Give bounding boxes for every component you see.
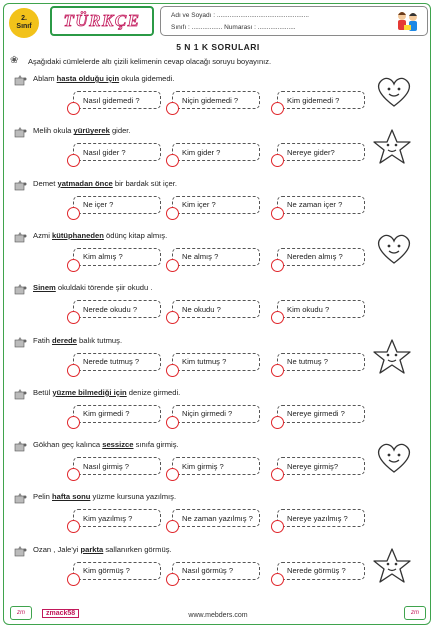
name-field[interactable]: Adı ve Soyadı : ................................................... (171, 12, 309, 19)
answer-option[interactable]: Nasıl gider ? (73, 143, 161, 161)
answer-option[interactable]: Kim girmiş ? (172, 457, 260, 475)
answer-option[interactable]: Ne zaman içer ? (277, 196, 365, 214)
answer-circle[interactable] (166, 573, 179, 586)
sentence-post: yüzme kursuna yazılmış. (90, 492, 177, 502)
sentence-pre: Azmi (33, 230, 52, 240)
answer-circle[interactable] (67, 468, 80, 481)
answer-option[interactable]: Kim içer ? (172, 196, 260, 214)
sentence-post: sallanırken görmüş. (103, 544, 172, 554)
sentence-pre: Demet (33, 178, 58, 188)
answer-circle[interactable] (166, 259, 179, 272)
smiling-star-icon (372, 128, 412, 171)
sentence-post: denize girmedi. (126, 387, 181, 397)
answer-circle[interactable] (67, 207, 80, 220)
answer-circle[interactable] (271, 364, 284, 377)
student-info-box (160, 6, 428, 36)
footer-website[interactable]: www.mebders.com (188, 612, 248, 619)
underlined-word: hasta olduğu için (56, 74, 120, 83)
answer-option[interactable]: Ne zaman yazılmış ? (172, 509, 260, 527)
answer-option[interactable]: Ne okudu ? (172, 300, 260, 318)
worksheet-title: 5 N 1 K SORULARI (176, 42, 260, 52)
sentence-post: sınıfa girmiş. (133, 440, 179, 450)
underlined-word: yatmadan önce (57, 178, 113, 188)
bullet-icon (14, 230, 27, 241)
class-field[interactable]: Sınıfı : ................. Numarası : ..................... (171, 24, 296, 31)
answer-option[interactable]: Kim yazılmış ? (73, 509, 161, 527)
bullet-icon (14, 491, 27, 502)
question-sentence (33, 126, 131, 135)
answer-option[interactable]: Ne içer ? (73, 196, 161, 214)
kids-illustration-icon (393, 9, 421, 35)
answer-circle[interactable] (271, 207, 284, 220)
answer-option[interactable]: Niçin girmedi ? (172, 405, 260, 423)
answer-circle[interactable] (271, 259, 284, 272)
bullet-icon (14, 544, 27, 555)
answer-option[interactable]: Nereye girmedi ? (277, 405, 365, 423)
smiling-star-icon (372, 547, 412, 590)
sentence-post: ödünç kitap almış. (103, 230, 168, 240)
smiling-star-icon (372, 338, 412, 381)
answer-option[interactable]: Nereye gider? (277, 143, 365, 161)
bullet-icon (14, 387, 27, 398)
answer-circle[interactable] (166, 207, 179, 220)
sentence-pre: Ozan , Jale'yi (33, 544, 81, 554)
answer-option[interactable]: Kim tutmuş ? (172, 353, 260, 371)
question-sentence (33, 283, 152, 292)
sentence-pre: Fatih (33, 335, 52, 345)
question-sentence (33, 440, 179, 449)
sentence-post: balık tutmuş. (76, 335, 123, 345)
underlined-word: kütüphaneden (51, 230, 104, 240)
answer-circle[interactable] (67, 416, 80, 429)
question-sentence (33, 388, 180, 397)
bullet-icon (14, 282, 27, 293)
sentence-pre: Betül (33, 387, 53, 397)
smiling-heart-icon (376, 442, 412, 479)
answer-option[interactable]: Kim almış ? (73, 248, 161, 266)
answer-option[interactable]: Nereden almış ? (277, 248, 365, 266)
subject-title: TÜRKÇE (63, 11, 141, 30)
footer-left-mark: zm (10, 606, 32, 620)
bullet-icon (14, 335, 27, 346)
answer-circle[interactable] (67, 102, 80, 115)
footer-right-mark: zm (404, 606, 426, 620)
underlined-word: hafta sonu (52, 492, 91, 502)
smiling-heart-icon (376, 233, 412, 270)
answer-option[interactable]: Nerede görmüş ? (277, 562, 365, 580)
sentence-post: gider. (109, 126, 131, 136)
sentence-pre: Pelin (33, 492, 52, 502)
answer-circle[interactable] (271, 468, 284, 481)
underlined-word: sessizce (102, 440, 134, 450)
subject-box (50, 6, 154, 36)
question-sentence (33, 492, 176, 501)
answer-option[interactable]: Nasıl görmüş ? (172, 562, 260, 580)
answer-circle[interactable] (271, 416, 284, 429)
question-sentence (33, 545, 172, 554)
answer-option[interactable]: Kim gider ? (172, 143, 260, 161)
answer-option[interactable]: Kim okudu ? (277, 300, 365, 318)
question-sentence (33, 179, 177, 188)
answer-option[interactable]: Kim gidemedi ? (277, 91, 365, 109)
instruction-text: Aşağıdaki cümlelerde altı çizili kelimenin cevap olacağı soruyu boyayınız. (28, 57, 272, 66)
underlined-word: yürüyerek (73, 126, 110, 136)
flower-icon: ❀ (10, 55, 19, 66)
underlined-word: Sinem (33, 283, 56, 293)
answer-option[interactable]: Nereye yazılmış ? (277, 509, 365, 527)
question-sentence (33, 336, 122, 345)
answer-option[interactable]: Nerede tutmuş ? (73, 353, 161, 371)
answer-option[interactable]: Kim girmedi ? (73, 405, 161, 423)
answer-option[interactable]: Nerede okudu ? (73, 300, 161, 318)
answer-circle[interactable] (67, 259, 80, 272)
grade-badge (9, 8, 39, 38)
sentence-post: bir bardak süt içer. (112, 178, 177, 188)
underlined-word: derede (52, 335, 77, 345)
answer-option[interactable]: Kim görmüş ? (73, 562, 161, 580)
bullet-icon (14, 439, 27, 450)
sentence-pre: Gökhan geç kalınca (33, 440, 103, 450)
bullet-icon (14, 178, 27, 189)
answer-option[interactable]: Nasıl girmiş ? (73, 457, 161, 475)
sentence-post: okuldaki törende şiir okudu . (55, 283, 153, 293)
question-sentence (33, 231, 167, 240)
answer-circle[interactable] (271, 573, 284, 586)
question-sentence (33, 74, 174, 83)
answer-circle[interactable] (166, 102, 179, 115)
smiling-heart-icon (376, 76, 412, 113)
answer-circle[interactable] (166, 416, 179, 429)
answer-option[interactable]: Ne almış ? (172, 248, 260, 266)
answer-circle[interactable] (67, 573, 80, 586)
answer-circle[interactable] (271, 102, 284, 115)
answer-option[interactable]: Ne tutmuş ? (277, 353, 365, 371)
answer-option[interactable]: Niçin gidemedi ? (172, 91, 260, 109)
answer-circle[interactable] (67, 364, 80, 377)
sentence-pre: Melih okula (33, 126, 74, 136)
bullet-icon (14, 125, 27, 136)
answer-option[interactable]: Nasıl gidemedi ? (73, 91, 161, 109)
answer-circle[interactable] (166, 364, 179, 377)
answer-option[interactable]: Nereye girmiş? (277, 457, 365, 475)
underlined-word: yüzme bilmediği için (52, 387, 127, 397)
grade-label: Sınıf (16, 23, 32, 30)
sentence-post: okula gidemedi. (119, 74, 175, 83)
footer-code: zmack58 (42, 609, 79, 618)
answer-circle[interactable] (166, 468, 179, 481)
bullet-icon (14, 73, 27, 84)
sentence-pre: Ablam (33, 74, 57, 83)
underlined-word: parkta (80, 544, 104, 554)
grade-number: 2. (21, 15, 27, 22)
